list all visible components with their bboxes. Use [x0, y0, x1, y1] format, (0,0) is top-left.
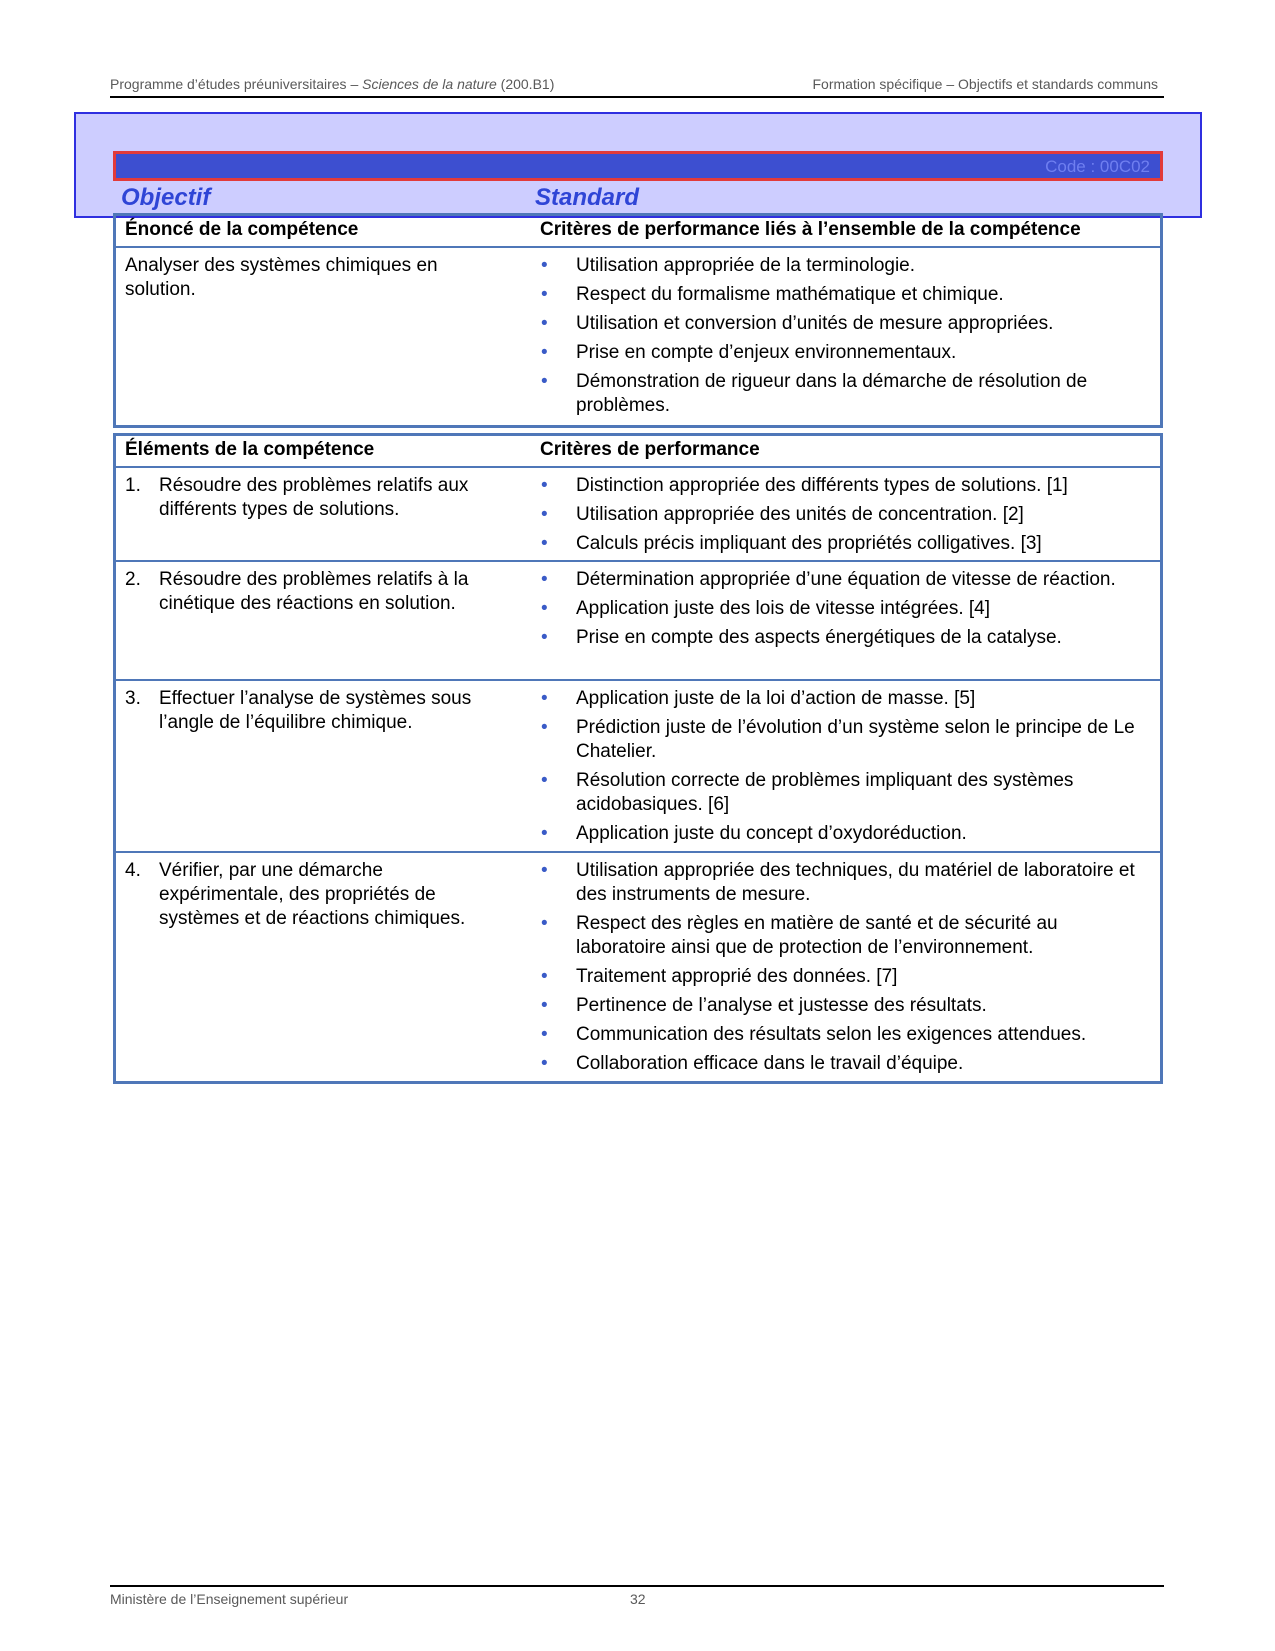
element-row: [116, 679, 1160, 851]
objectif-title: Objectif: [121, 184, 211, 211]
criterion-item: • Prise en compte d’enjeux environnementaux.: [540, 341, 1140, 365]
footer-ministry: Ministère de l’Enseignement supérieur: [110, 1591, 349, 1607]
header-program-suffix: (200.B1): [496, 76, 555, 92]
header-section: Formation spécifique – Objectifs et standards communs: [812, 76, 1158, 92]
criterion-item: • Communication des résultats selon les exigences attendues.: [540, 1023, 1140, 1047]
competence-criteria-list: [540, 254, 1140, 423]
criterion-item: • Pertinence de l’analyse et justesse des résultats.: [540, 994, 1140, 1018]
element-criteria-list: [540, 687, 1140, 851]
standard-title: Standard: [535, 184, 640, 211]
criterion-item: • Prédiction juste de l’évolution d’un système selon le principe de Le Chatelier.: [540, 716, 1140, 764]
element-text: [125, 474, 505, 522]
element-number: 2.: [125, 569, 141, 590]
competence-statement: Analyser des systèmes chimiques en solution.: [125, 255, 438, 300]
element-number: 3.: [125, 688, 141, 709]
competence-criteria-header: Critères de performance liés à l’ensemble de la compétence: [540, 219, 1081, 240]
elements-table: [113, 433, 1163, 1084]
competence-statement-header: Énoncé de la compétence: [125, 219, 359, 240]
elements-header: Éléments de la compétence: [125, 439, 375, 460]
criterion-item: • Traitement approprié des données. [7]: [540, 965, 1140, 989]
criterion-item: • Application juste du concept d’oxydoréduction.: [540, 822, 1140, 846]
criterion-item: • Application juste de la loi d’action de masse. [5]: [540, 687, 1140, 711]
criterion-item: • Calculs précis impliquant des propriétés colligatives. [3]: [540, 532, 1140, 556]
page-footer: [110, 1585, 1164, 1607]
criterion-item: • Utilisation appropriée des unités de concentration. [2]: [540, 503, 1140, 527]
code-bar: [113, 151, 1163, 181]
criterion-item: • Respect des règles en matière de santé et de sécurité au laboratoire ainsi que de protection de l’environnement.: [540, 912, 1140, 960]
element-description: Résoudre des problèmes relatifs aux différents types de solutions.: [159, 475, 469, 520]
header-program: [110, 76, 554, 92]
elements-criteria-header: Critères de performance: [540, 439, 760, 460]
elements-table-header: [116, 436, 1160, 466]
element-number: 1.: [125, 475, 141, 496]
criterion-item: • Utilisation appropriée de la terminologie.: [540, 254, 1140, 278]
element-text: [125, 687, 505, 735]
competence-table: [113, 213, 1163, 428]
element-description: Vérifier, par une démarche expérimentale, des propriétés de systèmes et de réactions chimiques.: [159, 860, 466, 929]
element-description: Résoudre des problèmes relatifs à la cinétique des réactions en solution.: [159, 569, 469, 614]
element-row: [116, 466, 1160, 560]
criterion-item: • Respect du formalisme mathématique et chimique.: [540, 283, 1140, 307]
criterion-item: • Collaboration efficace dans le travail d’équipe.: [540, 1052, 1140, 1076]
header-program-prefix: Programme d’études préuniversitaires –: [110, 76, 363, 92]
header-program-italic: Sciences de la nature: [362, 76, 497, 92]
criterion-item: • Prise en compte des aspects énergétiques de la catalyse.: [540, 626, 1140, 650]
element-criteria-list: [540, 859, 1140, 1081]
criterion-item: • Utilisation appropriée des techniques, du matériel de laboratoire et des instruments de mesure.: [540, 859, 1140, 907]
element-row: [116, 560, 1160, 679]
element-text: [125, 568, 505, 616]
criterion-item: • Résolution correcte de problèmes impliquant des systèmes acidobasiques. [6]: [540, 769, 1140, 817]
criterion-item: • Détermination appropriée d’une équation de vitesse de réaction.: [540, 568, 1140, 592]
element-number: 4.: [125, 860, 141, 881]
element-description: Effectuer l’analyse de systèmes sous l’angle de l’équilibre chimique.: [159, 688, 472, 733]
element-row: [116, 851, 1160, 1081]
element-criteria-list: [540, 568, 1140, 655]
page-number: 32: [630, 1591, 646, 1607]
competence-table-header: [116, 216, 1160, 246]
criterion-item: • Utilisation et conversion d’unités de mesure appropriées.: [540, 312, 1140, 336]
criterion-item: • Distinction appropriée des différents types de solutions. [1]: [540, 474, 1140, 498]
criterion-item: • Démonstration de rigueur dans la démarche de résolution de problèmes.: [540, 370, 1140, 418]
competence-row: [116, 246, 1160, 425]
course-code: Code : 00C02: [1045, 157, 1150, 176]
element-criteria-list: [540, 474, 1140, 561]
criterion-item: • Application juste des lois de vitesse intégrées. [4]: [540, 597, 1140, 621]
page-header: [110, 74, 1164, 98]
element-text: [125, 859, 505, 931]
